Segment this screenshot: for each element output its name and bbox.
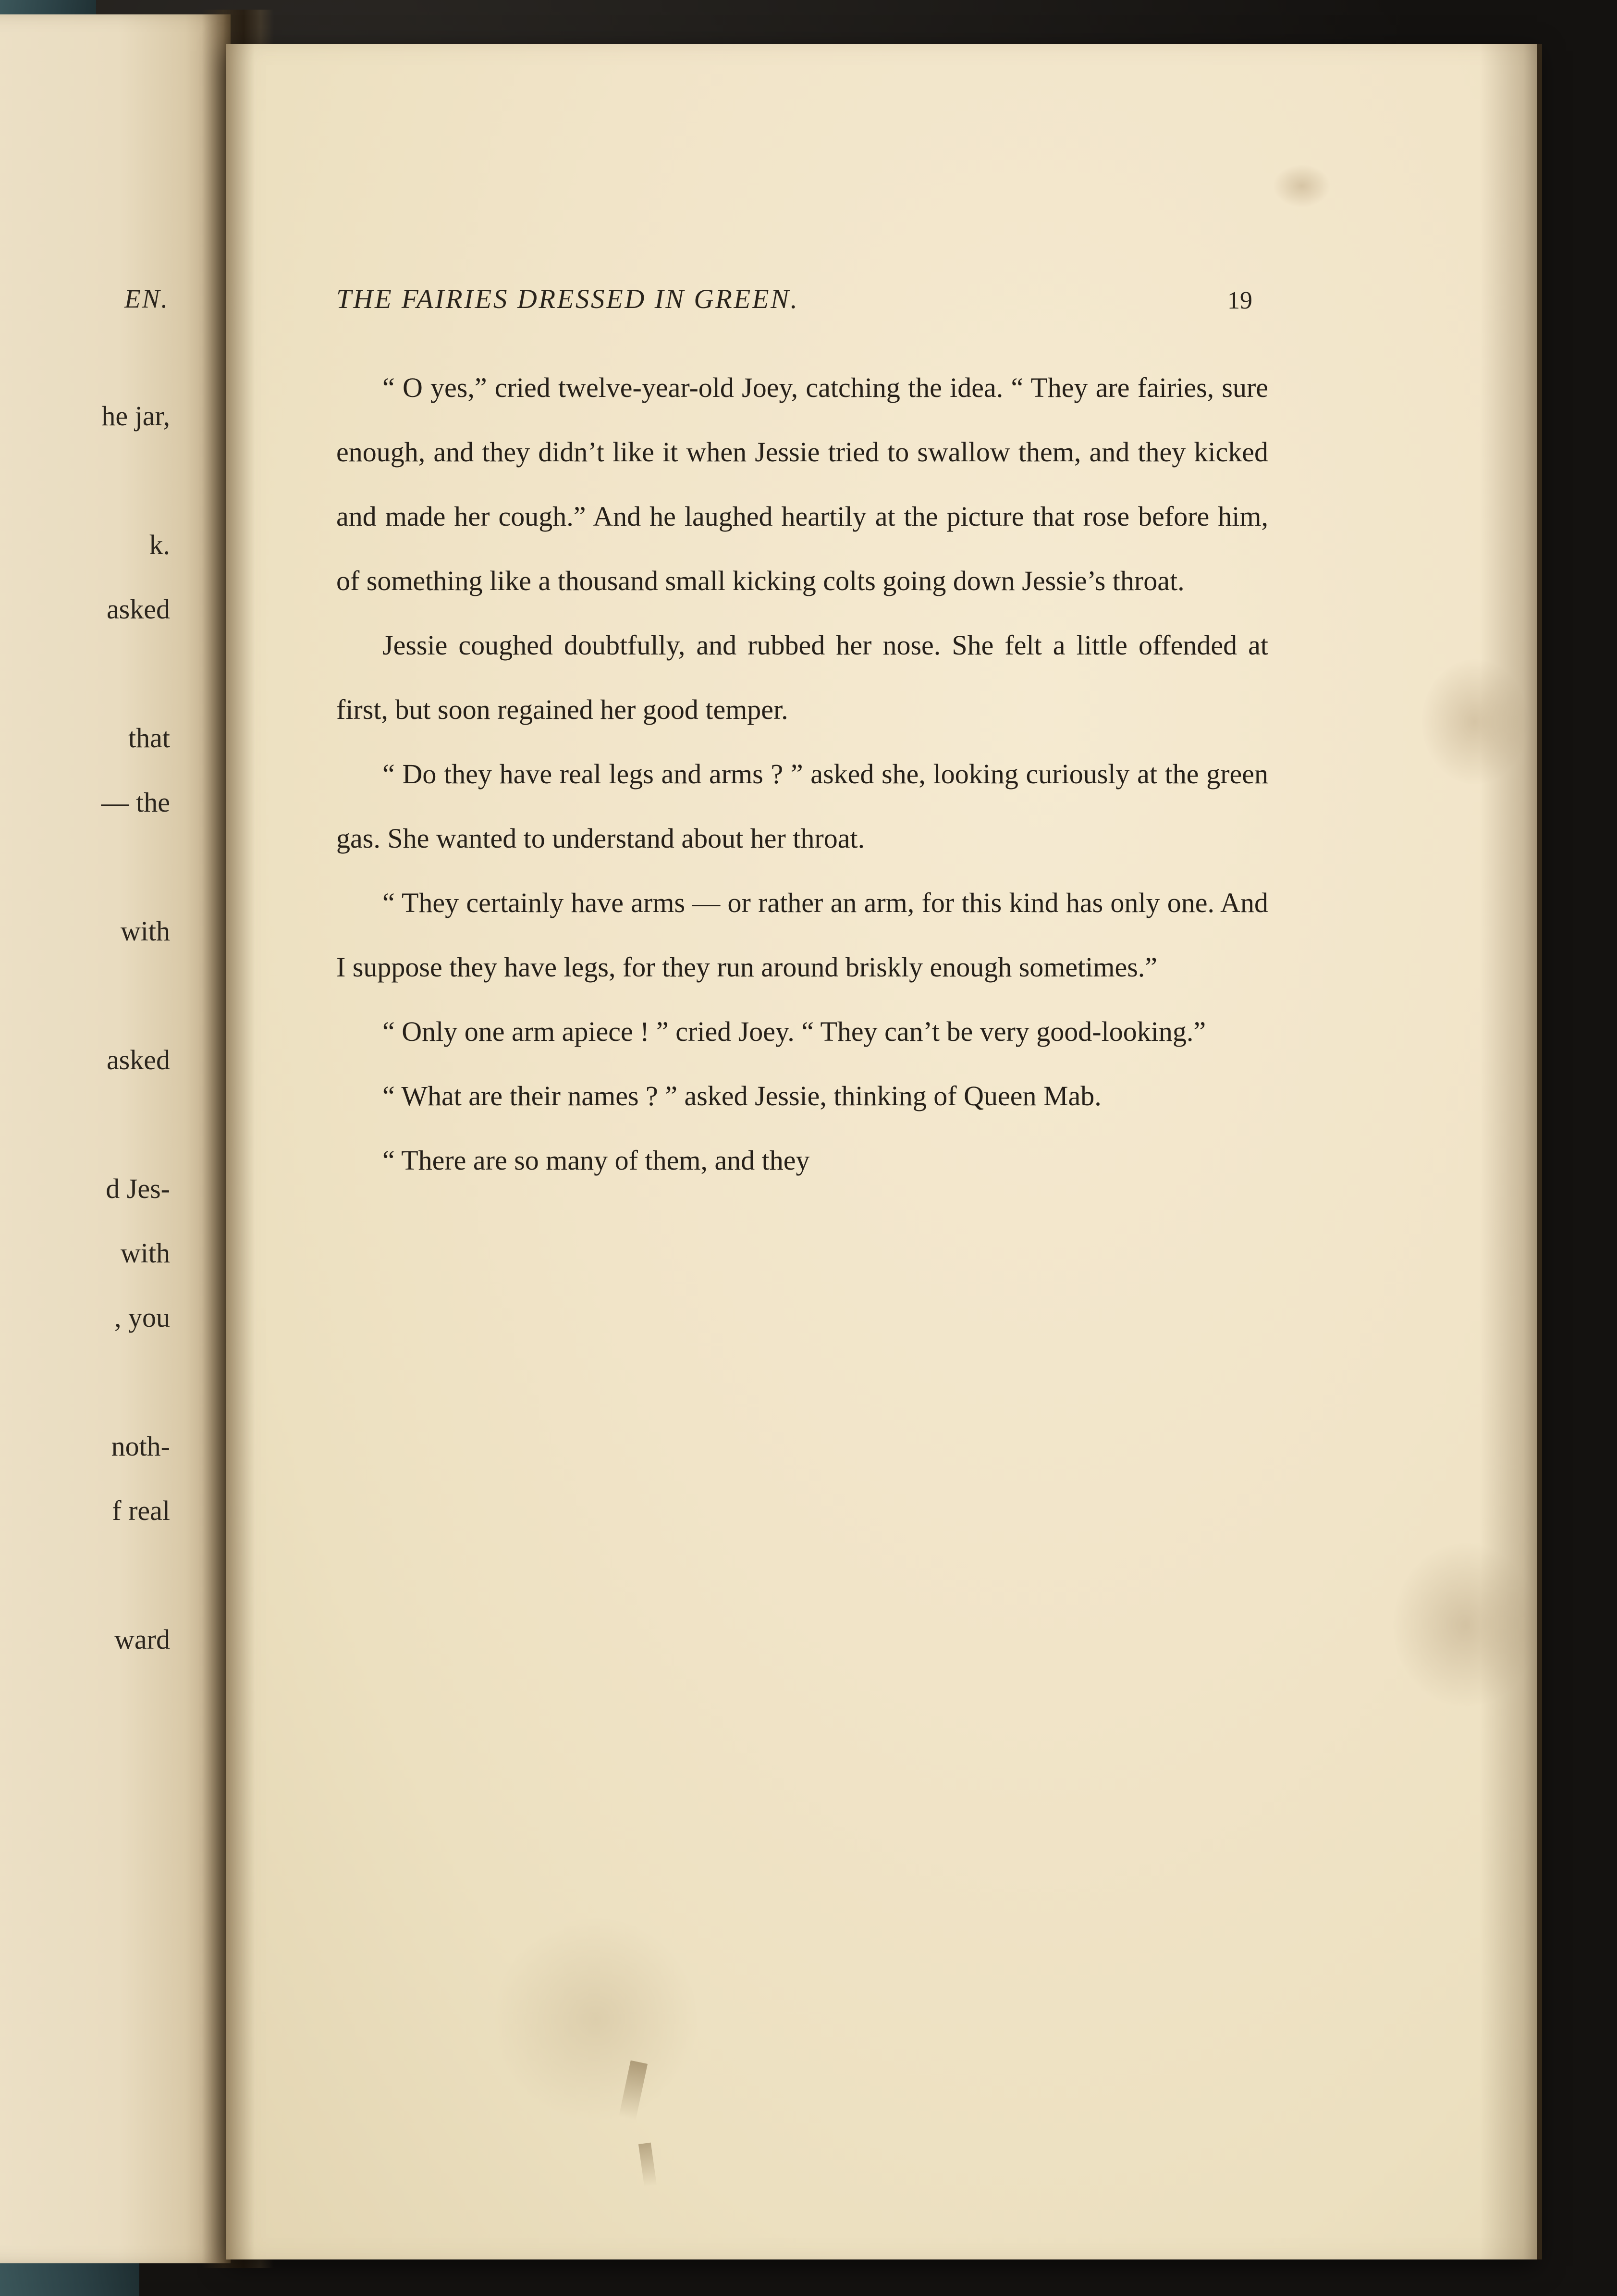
left-line-fragment: asked: [106, 1044, 170, 1075]
left-line-fragment: k.: [149, 529, 170, 560]
left-line-gap: [0, 642, 170, 706]
left-line-fragment: ward: [114, 1624, 170, 1655]
paragraph: “ Only one arm apiece ! ” cried Joey. “ They can’t be very good-looking.”: [382, 1016, 1206, 1047]
body-text-column: [336, 356, 1268, 1193]
left-line-gap: [0, 1350, 170, 1414]
paragraph: “ What are their names ? ” asked Jessie, thinking of Queen Mab.: [382, 1080, 1102, 1111]
paper-stain: [1422, 659, 1528, 784]
left-line-gap: [0, 1092, 170, 1157]
paragraph: “ They certainly have arms — or rather an arm, for this kind has only one. And I suppose they have legs, for they run around briskly enough sometimes.”: [336, 887, 1268, 983]
paper-stain: [1273, 164, 1331, 208]
left-line-fragment: he jar,: [101, 400, 170, 432]
left-page-text-fragment: [0, 284, 178, 1672]
paper-stain: [1393, 1543, 1537, 1707]
left-line-fragment: d Jes-: [106, 1173, 170, 1204]
left-page-line-fragments: [0, 384, 178, 1672]
left-line-gap: [0, 963, 170, 1028]
left-line-fragment: that: [128, 722, 170, 753]
left-page-running-head: EN.: [124, 284, 169, 313]
page-number: 19: [1227, 287, 1252, 314]
paper-stain: [495, 1918, 697, 2120]
running-head: THE FAIRIES DRESSED IN GREEN.: [336, 284, 799, 314]
left-line-gap: [0, 1543, 170, 1607]
left-line-fragment: noth-: [111, 1431, 170, 1462]
paragraph: “ O yes,” cried twelve-year-old Joey, catching the idea. “ They are fairies, sure enough, and they didn’t like it when Jessie tried to swallow them, and they kicked and made her cough.” And he laughed heartily at the picture that rose before him, of something like a thousand small kicking colts going down Jessie’s throat.: [336, 372, 1268, 596]
left-line-fragment: , you: [114, 1302, 170, 1333]
left-line-fragment: asked: [106, 593, 170, 625]
paragraph: “ There are so many of them, and they: [382, 1145, 810, 1176]
left-line-fragment: f real: [112, 1495, 170, 1526]
left-line-fragment: with: [120, 915, 170, 947]
paragraph: “ Do they have real legs and arms ? ” asked she, looking curiously at the green gas. She wanted to understand about her throat.: [336, 758, 1268, 854]
left-line-fragment: — the: [101, 787, 170, 818]
left-line-gap: [0, 448, 170, 513]
left-page-verso: [0, 14, 231, 2263]
left-line-gap: [0, 835, 170, 899]
left-line-fragment: with: [120, 1237, 170, 1269]
paragraph: Jessie coughed doubtfully, and rubbed her nose. She felt a little offended at first, but soon regained her good temper.: [336, 630, 1268, 725]
